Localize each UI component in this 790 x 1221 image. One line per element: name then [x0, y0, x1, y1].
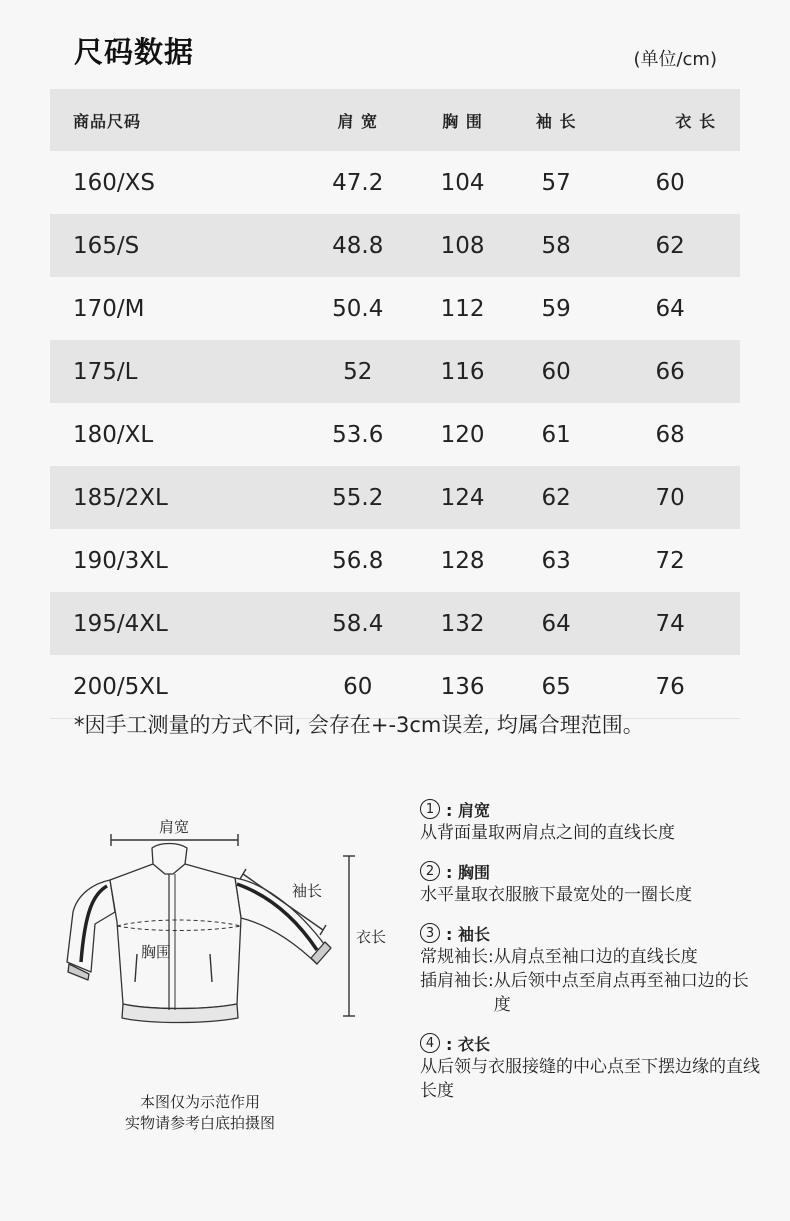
cell-size: 170/M — [50, 277, 301, 340]
table-row — [50, 340, 740, 403]
definition-text: 从背面量取两肩点之间的直线长度 — [420, 823, 675, 843]
table-row — [50, 277, 740, 340]
cell-length: 72 — [601, 529, 740, 592]
cell-length: 70 — [601, 466, 740, 529]
definition-title: : 衣长 — [446, 1034, 490, 1054]
cell-shoulder: 58.4 — [301, 592, 414, 655]
cell-shoulder: 53.6 — [301, 403, 414, 466]
cell-chest: 124 — [414, 466, 511, 529]
col-shoulder: 肩 宽 — [301, 89, 414, 151]
definition-text: 从后领中点至肩点再至袖口边的长度 — [493, 971, 749, 1015]
cell-shoulder: 60 — [301, 655, 414, 719]
definition-text: 水平量取衣服腋下最宽处的一圈长度 — [420, 885, 692, 905]
cell-chest: 136 — [414, 655, 511, 719]
cell-chest: 120 — [414, 403, 511, 466]
cell-shoulder: 56.8 — [301, 529, 414, 592]
cell-sleeve: 64 — [511, 592, 601, 655]
caption-line-2: 实物请参考白底拍摄图 — [124, 1114, 275, 1132]
cell-shoulder: 48.8 — [301, 214, 414, 277]
cell-chest: 108 — [414, 214, 511, 277]
cell-length: 60 — [601, 151, 740, 214]
size-table — [50, 89, 740, 719]
table-row — [50, 466, 740, 529]
caption-line-1: 本图仅为示范作用 — [139, 1093, 260, 1111]
col-size: 商品尺码 — [50, 89, 301, 151]
jacket-diagram — [55, 812, 395, 1032]
label-shoulder: 肩宽 — [158, 818, 190, 836]
cell-chest: 128 — [414, 529, 511, 592]
label-length: 衣长 — [355, 928, 387, 946]
cell-chest: 112 — [414, 277, 511, 340]
diagram-caption — [100, 1092, 300, 1134]
cell-size: 165/S — [50, 214, 301, 277]
cell-sleeve: 60 — [511, 340, 601, 403]
table-header-row — [50, 89, 740, 151]
cell-size: 200/5XL — [50, 655, 301, 719]
col-chest: 胸 围 — [414, 89, 511, 151]
left-sleeve — [67, 880, 115, 972]
measurement-note: *因手工测量的方式不同, 会存在+-3cm误差, 均属合理范围。 — [74, 713, 644, 737]
cell-length: 62 — [601, 214, 740, 277]
cell-sleeve: 61 — [511, 403, 601, 466]
cell-length: 66 — [601, 340, 740, 403]
cell-length: 76 — [601, 655, 740, 719]
table-row — [50, 403, 740, 466]
cell-size: 175/L — [50, 340, 301, 403]
page-title: 尺码数据 — [74, 35, 195, 69]
col-sleeve: 袖 长 — [511, 89, 601, 151]
cell-sleeve: 58 — [511, 214, 601, 277]
definition-sleeve — [420, 921, 760, 1017]
table-row — [50, 529, 740, 592]
cell-size: 190/3XL — [50, 529, 301, 592]
label-sleeve: 袖长 — [291, 882, 323, 900]
table-row — [50, 592, 740, 655]
cell-size: 195/4XL — [50, 592, 301, 655]
cell-shoulder: 47.2 — [301, 151, 414, 214]
cell-shoulder: 55.2 — [301, 466, 414, 529]
table-row — [50, 151, 740, 214]
definition-label: 常规袖长: — [420, 947, 494, 967]
label-chest: 胸围 — [140, 943, 172, 961]
definition-chest — [420, 859, 760, 907]
definition-text: 从后领与衣服接缝的中心点至下摆边缘的直线长度 — [420, 1057, 760, 1101]
cell-sleeve: 59 — [511, 277, 601, 340]
definition-title: : 袖长 — [446, 924, 490, 944]
cell-shoulder: 50.4 — [301, 277, 414, 340]
table-row — [50, 214, 740, 277]
cell-sleeve: 62 — [511, 466, 601, 529]
number-badge: 4 — [420, 1033, 440, 1053]
cell-shoulder: 52 — [301, 340, 414, 403]
cell-length: 64 — [601, 277, 740, 340]
definition-label: 插肩袖长: — [420, 971, 494, 991]
definition-title: : 胸围 — [446, 862, 490, 882]
cell-size: 180/XL — [50, 403, 301, 466]
cell-chest: 116 — [414, 340, 511, 403]
cell-sleeve: 65 — [511, 655, 601, 719]
cell-length: 68 — [601, 403, 740, 466]
measurement-definitions — [420, 797, 760, 1117]
definition-shoulder — [420, 797, 760, 845]
cell-sleeve: 57 — [511, 151, 601, 214]
col-length: 衣 长 — [601, 89, 740, 151]
cell-size: 160/XS — [50, 151, 301, 214]
definition-title: : 肩宽 — [446, 800, 490, 820]
number-badge: 1 — [420, 799, 440, 819]
cell-sleeve: 63 — [511, 529, 601, 592]
number-badge: 2 — [420, 861, 440, 881]
number-badge: 3 — [420, 923, 440, 943]
cell-chest: 132 — [414, 592, 511, 655]
cell-chest: 104 — [414, 151, 511, 214]
definition-text: 从肩点至袖口边的直线长度 — [493, 947, 698, 967]
unit-label: (单位/cm) — [633, 49, 717, 70]
definition-length — [420, 1031, 760, 1103]
cell-length: 74 — [601, 592, 740, 655]
cell-size: 185/2XL — [50, 466, 301, 529]
